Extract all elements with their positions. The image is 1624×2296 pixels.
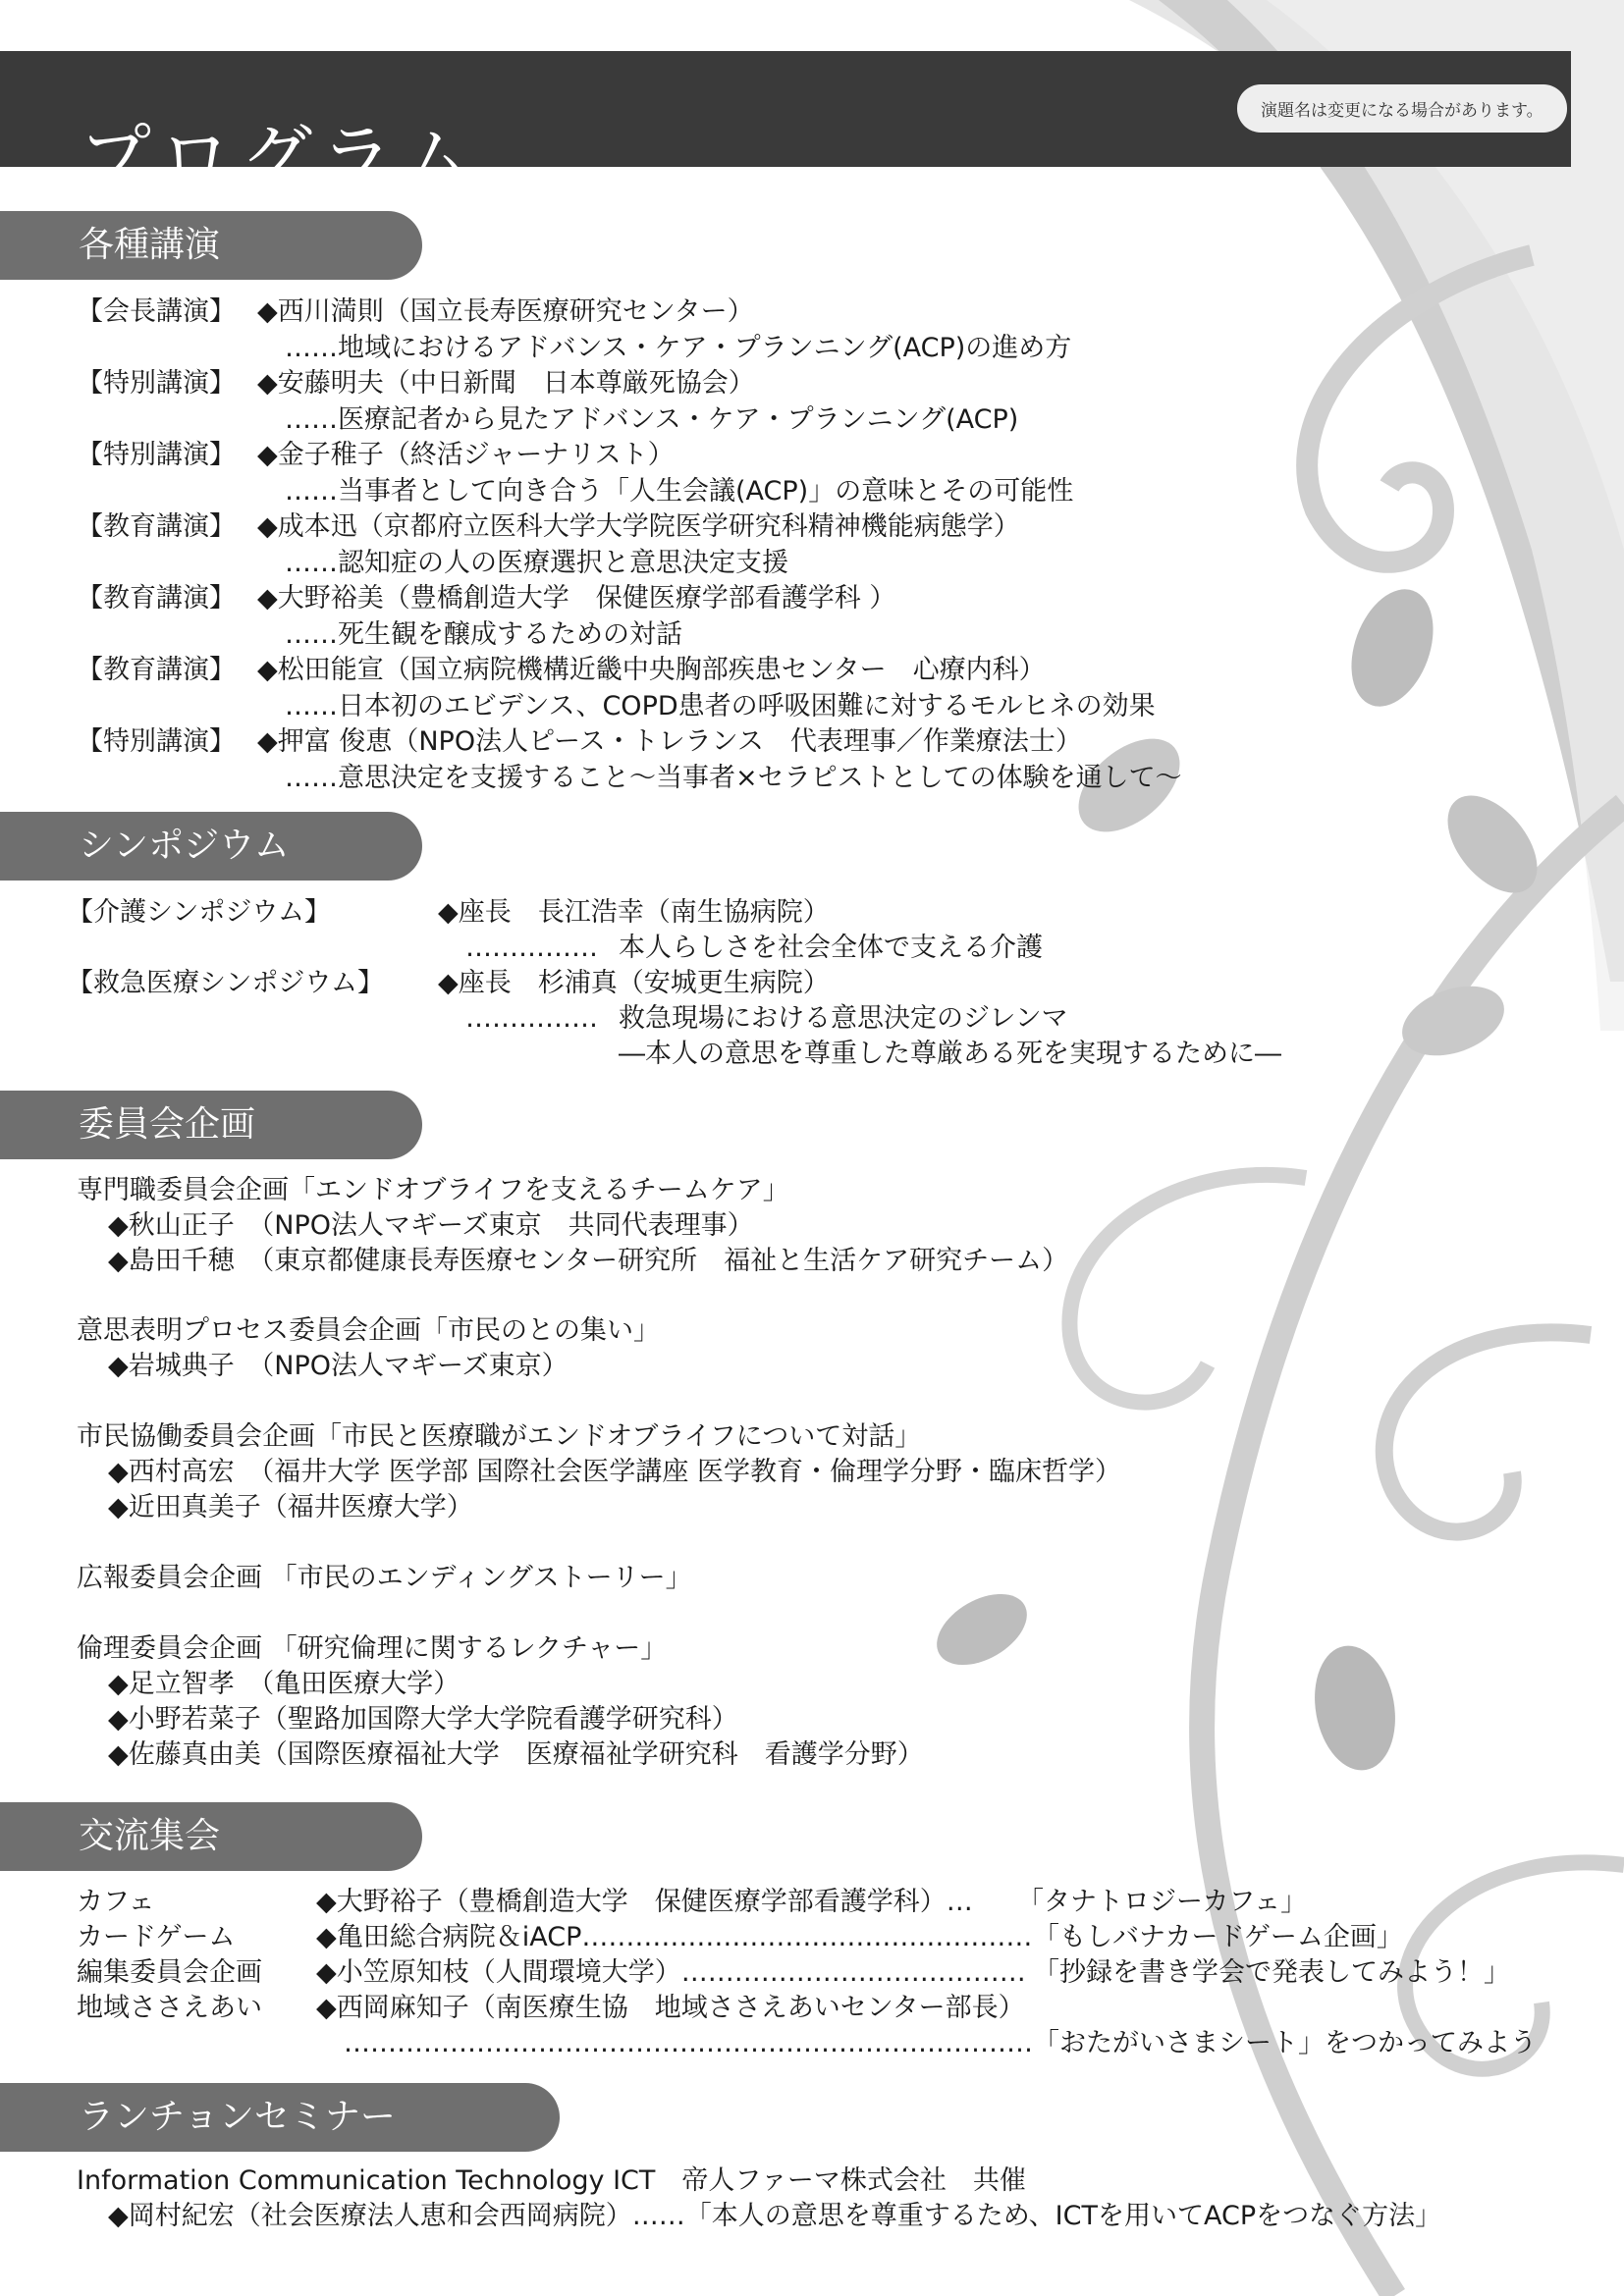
lecture-category: 【会長講演】 <box>77 296 236 327</box>
lecture-topic: ……意思決定を支援すること～当事者×セラピストとしての体験を通して～ <box>285 763 1182 793</box>
exchange-title: 「もしバナカードゲーム企画」 <box>1033 1922 1403 1952</box>
exchange-presenter: ◆西岡麻知子（南医療生協 地域ささえあいセンター部長） <box>316 1993 1025 2023</box>
lecture-category: 【特別講演】 <box>77 368 236 399</box>
section-heading-symposium: シンポジウム <box>0 812 422 881</box>
leaf-shape <box>925 1579 1040 1680</box>
committee-title: 広報委員会企画 「市民のエンディングストーリー」 <box>77 1563 692 1593</box>
committee-title: 専門職委員会企画「エンドオブライフを支えるチームケア」 <box>77 1175 789 1205</box>
committee-member: ◆西村高宏 （福井大学 医学部 国際社会医学講座 医学教育・倫理学分野・臨床哲学） <box>108 1457 1122 1487</box>
lecture-category: 【教育講演】 <box>77 655 236 685</box>
leaf-shape <box>1336 578 1448 719</box>
section-heading-committee: 委員会企画 <box>0 1091 422 1159</box>
lecture-topic: ……認知症の人の医療選択と意思決定支援 <box>285 548 788 578</box>
lecture-category: 【教育講演】 <box>77 583 236 614</box>
lecture-speaker: ◆西川満則（国立長寿医療研究センター） <box>257 296 754 327</box>
exchange-presenter: ◆小笠原知枝（人間環境大学）………………………………… <box>316 1957 1026 1988</box>
exchange-presenter: ◆亀田総合病院＆iACP…………………………………………… <box>316 1922 1033 1952</box>
exchange-presenter: ◆大野裕子（豊橋創造大学 保健医療学部看護学科）… <box>316 1887 973 1917</box>
section-heading-exchange: 交流集会 <box>0 1802 422 1871</box>
lecture-topic: ……当事者として向き合う「人生会議(ACP)」の意味とその可能性 <box>285 476 1074 507</box>
luncheon-title: Information Communication Technology ICT 帝人ファーマ株式会社 共催 <box>77 2165 1026 2196</box>
symposium-subtitle: ―本人の意思を尊重した尊厳ある死を実現するために― <box>619 1039 1281 1069</box>
symposium-dots: …………… <box>465 1003 598 1034</box>
exchange-extra-line: ……………………………………………………………………「おたがいさまシート」をつかってみよう <box>344 2028 1537 2058</box>
exchange-label: カフェ <box>77 1887 155 1917</box>
exchange-label: カードゲーム <box>77 1922 236 1952</box>
committee-member: ◆近田真美子（福井医療大学） <box>108 1492 473 1522</box>
lecture-category: 【特別講演】 <box>77 726 236 757</box>
lecture-topic: ……地域におけるアドバンス・ケア・プランニング(ACP)の進め方 <box>285 333 1072 363</box>
committee-member: ◆小野若菜子（聖路加国際大学大学院看護学研究科） <box>108 1704 738 1735</box>
symposium-topic: 本人らしさを社会全体で支える介護 <box>619 933 1043 963</box>
vine-curl-middle <box>1384 1332 1591 1531</box>
symposium-chair: ◆座長 杉浦真（安城更生病院） <box>438 968 830 998</box>
symposium-topic: 救急現場における意思決定のジレンマ <box>619 1003 1068 1034</box>
section-heading-lectures: 各種講演 <box>0 211 422 280</box>
lecture-speaker: ◆松田能宣（国立病院機構近畿中央胸部疾患センター 心療内科） <box>257 655 1046 685</box>
symposium-dots: …………… <box>465 933 598 963</box>
committee-member: ◆秋山正子 （NPO法人マギーズ東京 共同代表理事） <box>108 1210 754 1241</box>
committee-title: 市民協働委員会企画「市民と医療職がエンドオブライフについて対話」 <box>77 1421 922 1452</box>
committee-title: 倫理委員会企画 「研究倫理に関するレクチャー」 <box>77 1633 668 1664</box>
exchange-label: 地域ささえあい <box>77 1993 262 2023</box>
symposium-chair: ◆座長 長江浩幸（南生協病院） <box>438 897 830 928</box>
committee-member: ◆島田千穂 （東京都健康長寿医療センター研究所 福祉と生活ケア研究チーム） <box>108 1246 1069 1276</box>
lecture-speaker: ◆大野裕美（豊橋創造大学 保健医療学部看護学科 ） <box>257 583 896 614</box>
lecture-speaker: ◆安藤明夫（中日新聞 日本尊厳死協会） <box>257 368 755 399</box>
section-heading-luncheon: ランチョンセミナー <box>0 2083 560 2152</box>
lecture-speaker: ◆成本迅（京都府立医科大学大学院医学研究科精神機能病態学） <box>257 511 1020 542</box>
lecture-topic: ……日本初のエビデンス、COPD患者の呼吸困難に対するモルヒネの効果 <box>285 691 1156 721</box>
lecture-speaker: ◆金子稚子（終活ジャーナリスト） <box>257 440 675 470</box>
lecture-category: 【特別講演】 <box>77 440 236 470</box>
symposium-category: 【救急医療シンポジウム】 <box>67 968 385 998</box>
committee-title: 意思表明プロセス委員会企画「市民のとの集い」 <box>77 1315 660 1346</box>
luncheon-speaker: ◆岡村紀宏（社会医療法人恵和会西岡病院）……「本人の意思を尊重するため、ICTを用いてACPをつなぐ方法」 <box>108 2201 1442 2231</box>
leaf-shape <box>1305 1639 1404 1777</box>
committee-member: ◆足立智孝 （亀田医療大学） <box>108 1669 460 1699</box>
disclaimer-note: 演題名は変更になる場合があります。 <box>1237 84 1567 133</box>
lecture-category: 【教育講演】 <box>77 511 236 542</box>
committee-member: ◆岩城典子 （NPO法人マギーズ東京） <box>108 1351 568 1381</box>
lecture-topic: ……死生観を醸成するための対話 <box>285 619 682 650</box>
exchange-label: 編集委員会企画 <box>77 1957 262 1988</box>
page-title: プログラム <box>79 115 481 200</box>
exchange-title: 「タナトロジーカフェ」 <box>1017 1887 1308 1917</box>
exchange-title: 「抄録を書き学会で発表してみよう！」 <box>1033 1957 1510 1988</box>
lecture-topic: ……医療記者から見たアドバンス・ケア・プランニング(ACP) <box>285 404 1019 435</box>
lecture-speaker: ◆押富 俊恵（NPO法人ピース・トレランス 代表理事／作業療法士） <box>257 726 1082 757</box>
committee-member: ◆佐藤真由美（国際医療福祉大学 医療福祉学研究科 看護学分野） <box>108 1739 924 1770</box>
symposium-category: 【介護シンポジウム】 <box>67 897 332 928</box>
